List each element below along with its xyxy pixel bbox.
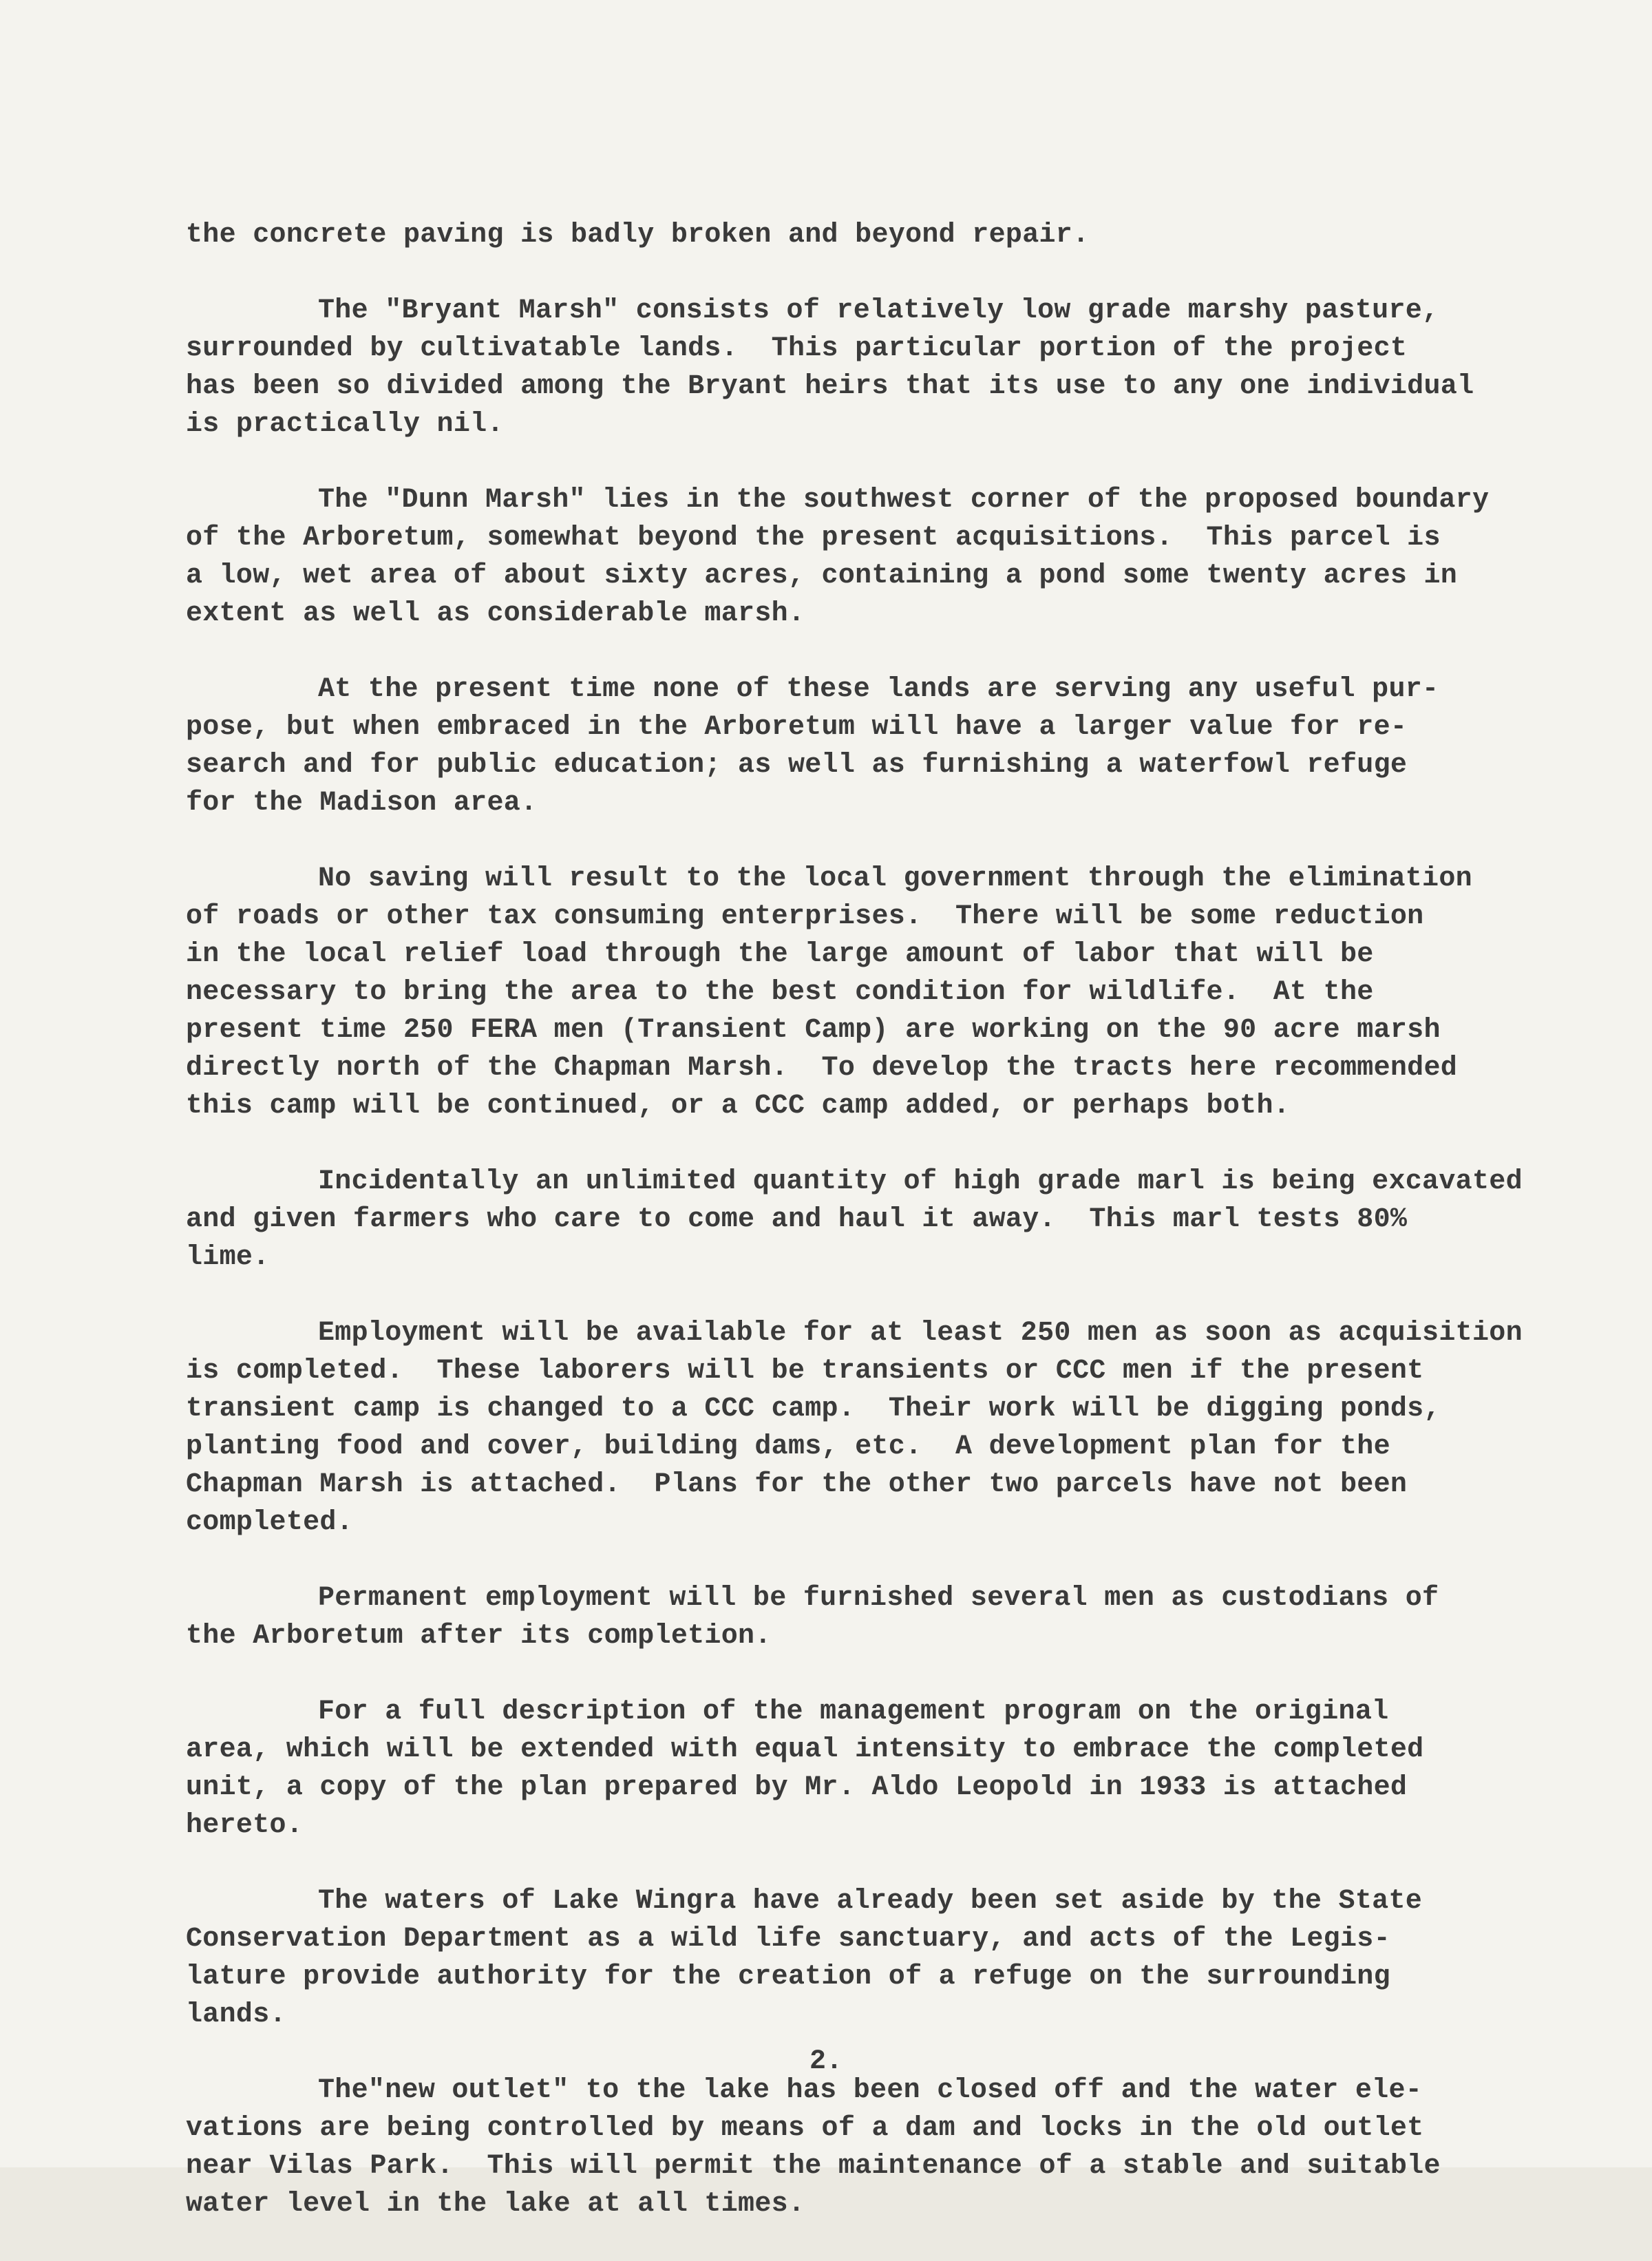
text-line: a low, wet area of about sixty acres, containing a pond some twenty acres in [186,560,1458,591]
text-line: The waters of Lake Wingra have already been set aside by the State [318,1886,1423,1917]
text-line: necessary to bring the area to the best condition for wildlife. At the [186,977,1374,1008]
text-line: for the Madison area. [186,788,538,819]
text-line: present time 250 FERA men (Transient Camp) are working on the 90 acre marsh [186,1015,1441,1046]
text-line: is completed. These laborers will be transients or CCC men if the present [186,1356,1424,1387]
text-line: At the present time none of these lands are serving any useful pur- [318,674,1439,705]
text-line: For a full description of the management program on the original [318,1696,1389,1727]
text-line: vations are being controlled by means of a dam and locks in the old outlet [186,2113,1424,2144]
text-line: completed. [186,1507,354,1538]
paragraph [186,2072,1556,2223]
text-line: has been so divided among the Bryant heirs that its use to any one individual [186,371,1474,402]
paragraph [186,481,1556,633]
text-line: Incidentally an unlimited quantity of high grade marl is being excavated [318,1166,1523,1197]
text-line: lands. [186,1999,286,2030]
paragraph [186,1693,1556,1844]
text-line: near Vilas Park. This will permit the maintenance of a stable and suitable [186,2151,1441,2182]
paragraph [186,1314,1556,1542]
paragraph [186,292,1556,443]
text-line: of the Arboretum, somewhat beyond the present acquisitions. This parcel is [186,523,1441,554]
text-line: search and for public education; as well as furnishing a waterfowl refuge [186,750,1408,781]
text-line: The "Bryant Marsh" consists of relatively low grade marshy pasture, [318,295,1439,326]
paragraph [186,1163,1556,1276]
text-line: Conservation Department as a wild life sanctuary, and acts of the Legis- [186,1924,1390,1955]
text-line: in the local relief load through the large amount of labor that will be [186,939,1374,970]
text-line: unit, a copy of the plan prepared by Mr. Aldo Leopold in 1933 is attached [186,1772,1408,1803]
text-line: planting food and cover, building dams, etc. A development plan for the [186,1431,1390,1462]
paragraph [186,860,1556,1125]
paragraph [186,1882,1556,2034]
paragraph [186,216,1556,254]
text-line: water level in the lake at all times. [186,2189,805,2220]
text-line: hereto. [186,1810,304,1841]
text-line: the concrete paving is badly broken and beyond repair. [186,220,1090,251]
text-line: extent as well as considerable marsh. [186,598,805,629]
text-line: the Arboretum after its completion. [186,1621,772,1652]
text-line: Employment will be available for at least 250 men as soon as acquisition [318,1318,1523,1349]
text-line: Chapman Marsh is attached. Plans for the other two parcels have not been [186,1469,1408,1500]
text-line: transient camp is changed to a CCC camp. Their work will be digging ponds, [186,1394,1441,1424]
text-line: this camp will be continued, or a CCC camp added, or perhaps both. [186,1091,1291,1122]
text-line: area, which will be extended with equal intensity to embrace the completed [186,1734,1424,1765]
text-line: Permanent employment will be furnished several men as custodians of [318,1583,1439,1614]
text-line: lature provide authority for the creation of a refuge on the surrounding [186,1962,1390,1992]
text-line: is practically nil. [186,409,504,440]
text-line: of roads or other tax consuming enterprises. There will be some reduction [186,901,1424,932]
paragraph [186,671,1556,822]
page-number: 2. [809,2046,843,2077]
text-line: The"new outlet" to the lake has been closed off and the water ele- [318,2075,1423,2106]
text-line: lime. [186,1242,270,1273]
text-line: No saving will result to the local government through the elimination [318,863,1472,894]
text-line: surrounded by cultivatable lands. This particular portion of the project [186,333,1408,364]
text-line: and given farmers who care to come and haul it away. This marl tests 80% [186,1204,1408,1235]
body-text [186,216,1556,2261]
paragraph [186,1579,1556,1655]
text-line: pose, but when embraced in the Arboretum will have a larger value for re- [186,712,1408,743]
text-line: directly north of the Chapman Marsh. To develop the tracts here recommended [186,1053,1458,1084]
text-line: The "Dunn Marsh" lies in the southwest corner of the proposed boundary [318,485,1490,516]
